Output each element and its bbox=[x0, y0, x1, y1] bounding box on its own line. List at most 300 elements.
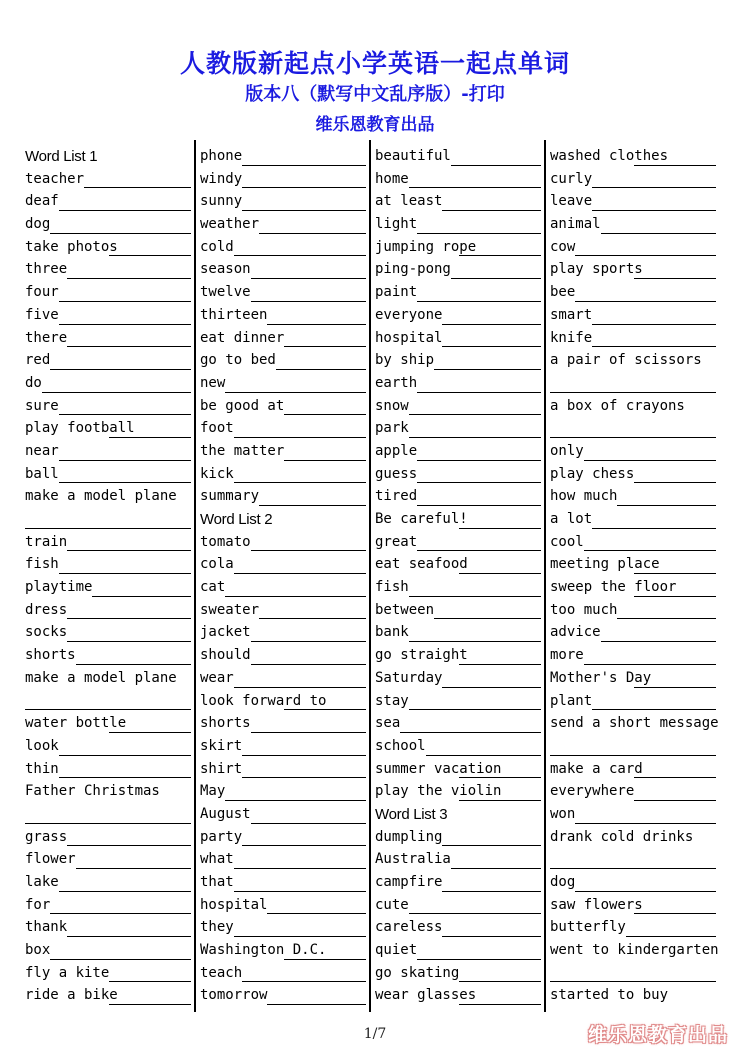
word-row bbox=[200, 645, 368, 668]
word-row bbox=[200, 804, 368, 827]
word-text: teacher bbox=[25, 170, 85, 187]
answer-line bbox=[259, 618, 366, 619]
answer-line bbox=[59, 573, 191, 574]
answer-line bbox=[234, 687, 366, 688]
word-row bbox=[550, 509, 718, 532]
answer-line bbox=[409, 709, 541, 710]
word-text: bee bbox=[550, 284, 576, 301]
word-row bbox=[25, 872, 193, 895]
word-text: sweater bbox=[200, 601, 260, 618]
word-row bbox=[25, 895, 193, 918]
word-text: only bbox=[550, 442, 584, 459]
answer-line bbox=[234, 482, 366, 483]
word-row bbox=[25, 259, 193, 282]
answer-line bbox=[242, 845, 366, 846]
word-text: jumping rope bbox=[375, 238, 477, 255]
word-row bbox=[25, 917, 193, 940]
word-text: careless bbox=[375, 919, 443, 936]
word-text: go to bed bbox=[200, 352, 276, 369]
word-row bbox=[200, 237, 368, 260]
word-text: dog bbox=[550, 874, 576, 890]
answer-line bbox=[225, 800, 366, 801]
word-text: home bbox=[375, 170, 409, 187]
answer-line bbox=[459, 664, 541, 665]
word-row bbox=[200, 917, 368, 940]
answer-line bbox=[284, 346, 366, 347]
word-row bbox=[25, 350, 193, 373]
word-text: thin bbox=[25, 760, 59, 777]
word-row bbox=[200, 691, 368, 714]
answer-line bbox=[242, 981, 366, 982]
answer-line bbox=[409, 596, 541, 597]
word-text: sea bbox=[375, 715, 401, 732]
answer-line bbox=[426, 755, 541, 756]
word-row bbox=[200, 418, 368, 441]
word-text: more bbox=[550, 647, 584, 664]
answer-line bbox=[409, 187, 541, 188]
answer-line bbox=[84, 187, 191, 188]
word-text: sunny bbox=[200, 193, 243, 210]
word-row bbox=[25, 464, 193, 487]
word-row bbox=[550, 169, 718, 192]
answer-line bbox=[234, 437, 366, 438]
word-row bbox=[200, 532, 368, 555]
word-row bbox=[550, 328, 718, 351]
word-text: play sports bbox=[550, 261, 643, 278]
answer-line bbox=[592, 346, 716, 347]
word-row bbox=[25, 963, 193, 986]
answer-line bbox=[67, 346, 191, 347]
word-row bbox=[375, 532, 543, 555]
answer-line bbox=[276, 369, 366, 370]
word-text: fly a kite bbox=[25, 964, 110, 981]
answer-line bbox=[442, 346, 541, 347]
word-text: a pair of scissors bbox=[550, 352, 702, 369]
answer-line bbox=[234, 868, 366, 869]
answer-line bbox=[634, 800, 716, 801]
word-row bbox=[550, 373, 718, 396]
word-row bbox=[25, 418, 193, 441]
answer-line bbox=[459, 981, 541, 982]
answer-line bbox=[409, 913, 541, 914]
answer-line bbox=[251, 732, 366, 733]
word-text: campfire bbox=[375, 874, 443, 890]
word-row bbox=[550, 486, 718, 509]
answer-line bbox=[251, 823, 366, 824]
word-row bbox=[200, 759, 368, 782]
answer-line bbox=[409, 414, 541, 415]
answer-line bbox=[417, 550, 541, 551]
word-text: ball bbox=[25, 465, 59, 482]
answer-line bbox=[76, 664, 191, 665]
word-text: went to kindergarten bbox=[550, 942, 719, 959]
word-text: cold bbox=[200, 238, 234, 255]
page-subtitle: 版本八（默写中文乱序版）-打印 bbox=[245, 84, 505, 105]
word-column-2 bbox=[200, 146, 368, 1008]
word-text: May bbox=[200, 783, 226, 800]
word-text: a lot bbox=[550, 511, 593, 527]
word-row bbox=[200, 713, 368, 736]
answer-line bbox=[584, 550, 716, 551]
word-row bbox=[550, 418, 718, 441]
answer-line bbox=[634, 278, 716, 279]
answer-line bbox=[234, 255, 366, 256]
word-row bbox=[550, 759, 718, 782]
word-text: they bbox=[200, 919, 234, 936]
word-text: near bbox=[25, 442, 59, 459]
word-text: play football bbox=[25, 420, 135, 437]
answer-line bbox=[634, 687, 716, 688]
answer-line bbox=[592, 528, 716, 529]
word-text: go straight bbox=[375, 647, 468, 664]
word-row bbox=[200, 985, 368, 1008]
word-text: lake bbox=[25, 874, 59, 890]
answer-line bbox=[442, 210, 541, 211]
answer-line bbox=[284, 460, 366, 461]
word-text: ride a bike bbox=[25, 987, 118, 1004]
word-row bbox=[25, 486, 193, 509]
word-text: summary bbox=[200, 488, 260, 505]
answer-line bbox=[50, 913, 191, 914]
word-text: phone bbox=[200, 148, 243, 164]
word-text: skirt bbox=[200, 737, 243, 754]
word-row bbox=[375, 691, 543, 714]
word-text: tired bbox=[375, 488, 418, 505]
answer-line bbox=[225, 392, 366, 393]
answer-line bbox=[417, 460, 541, 461]
word-list-heading bbox=[200, 509, 368, 532]
word-row bbox=[550, 214, 718, 237]
word-row bbox=[200, 600, 368, 623]
answer-line bbox=[67, 618, 191, 619]
answer-line bbox=[451, 868, 541, 869]
word-text: drank cold drinks bbox=[550, 828, 694, 845]
answer-line bbox=[267, 913, 366, 914]
word-text: at least bbox=[375, 193, 443, 210]
word-text: hospital bbox=[375, 329, 443, 346]
answer-line bbox=[59, 460, 191, 461]
word-text: teach bbox=[200, 964, 243, 981]
word-text: look bbox=[25, 737, 59, 754]
word-row bbox=[550, 350, 718, 373]
answer-line bbox=[417, 505, 541, 506]
answer-line bbox=[251, 278, 366, 279]
word-row bbox=[550, 827, 718, 850]
word-row bbox=[550, 554, 718, 577]
word-row bbox=[550, 895, 718, 918]
answer-line bbox=[550, 437, 716, 438]
word-row bbox=[375, 396, 543, 419]
answer-line bbox=[634, 573, 716, 574]
word-row bbox=[375, 668, 543, 691]
word-text: shorts bbox=[200, 715, 251, 732]
word-text: eat seafood bbox=[375, 556, 468, 573]
word-text: by ship bbox=[375, 352, 435, 369]
word-row bbox=[375, 486, 543, 509]
word-text: sure bbox=[25, 397, 59, 414]
word-text: twelve bbox=[200, 284, 251, 301]
answer-line bbox=[442, 687, 541, 688]
word-row bbox=[375, 259, 543, 282]
word-text: park bbox=[375, 420, 409, 437]
word-column-3 bbox=[375, 146, 543, 1008]
word-text: socks bbox=[25, 624, 68, 641]
word-row bbox=[375, 373, 543, 396]
answer-line bbox=[601, 233, 716, 234]
word-row bbox=[200, 895, 368, 918]
word-row bbox=[25, 214, 193, 237]
word-list-title: Word List 1 bbox=[25, 148, 98, 165]
word-text: animal bbox=[550, 216, 601, 233]
answer-line bbox=[459, 255, 541, 256]
answer-line bbox=[25, 823, 191, 824]
word-row bbox=[25, 509, 193, 532]
word-row bbox=[25, 373, 193, 396]
word-row bbox=[550, 736, 718, 759]
word-row bbox=[375, 872, 543, 895]
word-row bbox=[25, 305, 193, 328]
word-column-1 bbox=[25, 146, 193, 1008]
word-text: be good at bbox=[200, 397, 285, 414]
word-row bbox=[25, 554, 193, 577]
word-list-title: Word List 2 bbox=[200, 511, 273, 528]
word-text: stay bbox=[375, 692, 409, 709]
word-row bbox=[550, 464, 718, 487]
word-text: new bbox=[200, 374, 226, 391]
word-row bbox=[550, 622, 718, 645]
word-row bbox=[375, 418, 543, 441]
word-row bbox=[200, 781, 368, 804]
answer-line bbox=[267, 324, 366, 325]
word-text: smart bbox=[550, 306, 593, 323]
word-row bbox=[200, 577, 368, 600]
word-row bbox=[550, 237, 718, 260]
word-row bbox=[375, 940, 543, 963]
word-row bbox=[375, 237, 543, 260]
word-text: between bbox=[375, 601, 435, 618]
word-row bbox=[25, 691, 193, 714]
word-row bbox=[200, 259, 368, 282]
answer-line bbox=[251, 664, 366, 665]
answer-line bbox=[584, 664, 716, 665]
word-text: three bbox=[25, 261, 68, 278]
answer-line bbox=[59, 210, 191, 211]
word-text: windy bbox=[200, 170, 243, 187]
answer-line bbox=[67, 641, 191, 642]
word-text: plant bbox=[550, 692, 593, 709]
word-row bbox=[200, 668, 368, 691]
word-row bbox=[25, 781, 193, 804]
answer-line bbox=[626, 936, 716, 937]
answer-line bbox=[225, 596, 366, 597]
answer-line bbox=[601, 641, 716, 642]
publisher-line: 维乐恩教育出品 bbox=[315, 115, 435, 135]
answer-line bbox=[451, 278, 541, 279]
word-text: washed clothes bbox=[550, 148, 669, 164]
word-row bbox=[200, 554, 368, 577]
word-row bbox=[25, 713, 193, 736]
answer-line bbox=[417, 233, 541, 234]
answer-line bbox=[442, 324, 541, 325]
word-row bbox=[375, 191, 543, 214]
answer-line bbox=[634, 165, 716, 166]
word-row bbox=[550, 191, 718, 214]
answer-line bbox=[76, 868, 191, 869]
word-text: there bbox=[25, 329, 68, 346]
word-row bbox=[200, 191, 368, 214]
word-text: play the violin bbox=[375, 783, 502, 800]
page-title: 人教版新起点小学英语一起点单词 bbox=[179, 49, 570, 78]
word-row bbox=[25, 645, 193, 668]
word-text: fish bbox=[375, 579, 409, 596]
word-row bbox=[550, 577, 718, 600]
word-row bbox=[200, 940, 368, 963]
answer-line bbox=[459, 573, 541, 574]
answer-line bbox=[259, 505, 366, 506]
word-text: tomato bbox=[200, 533, 251, 550]
answer-line bbox=[550, 392, 716, 393]
word-text: kick bbox=[200, 465, 234, 482]
word-text: apple bbox=[375, 442, 418, 459]
word-text: Washington D.C. bbox=[200, 942, 327, 959]
word-row bbox=[550, 668, 718, 691]
word-text: quiet bbox=[375, 942, 418, 959]
word-row bbox=[375, 895, 543, 918]
word-row bbox=[375, 600, 543, 623]
word-list-heading bbox=[25, 146, 193, 169]
word-row bbox=[550, 804, 718, 827]
word-text: snow bbox=[375, 397, 409, 414]
answer-line bbox=[575, 255, 716, 256]
word-text: August bbox=[200, 805, 251, 822]
word-row bbox=[375, 328, 543, 351]
answer-line bbox=[284, 709, 366, 710]
answer-line bbox=[434, 369, 541, 370]
answer-line bbox=[550, 755, 716, 756]
word-text: thank bbox=[25, 919, 68, 936]
word-row bbox=[200, 146, 368, 169]
word-row bbox=[25, 396, 193, 419]
word-text: should bbox=[200, 647, 251, 664]
answer-line bbox=[442, 936, 541, 937]
word-text: won bbox=[550, 805, 576, 822]
answer-line bbox=[59, 301, 191, 302]
answer-line bbox=[109, 1004, 191, 1005]
answer-line bbox=[25, 709, 191, 710]
word-row bbox=[550, 441, 718, 464]
word-text: weather bbox=[200, 216, 260, 233]
word-row bbox=[375, 713, 543, 736]
word-text: earth bbox=[375, 374, 418, 391]
answer-line bbox=[234, 573, 366, 574]
answer-line bbox=[67, 845, 191, 846]
word-list-heading bbox=[375, 804, 543, 827]
word-text: summer vacation bbox=[375, 760, 502, 777]
word-text: go skating bbox=[375, 964, 460, 981]
watermark: 维乐恩教育出品 bbox=[587, 1024, 728, 1046]
answer-line bbox=[25, 528, 191, 529]
word-text: make a card bbox=[550, 760, 643, 777]
word-text: Father Christmas bbox=[25, 783, 160, 800]
word-row bbox=[200, 214, 368, 237]
word-text: beautiful bbox=[375, 148, 451, 164]
word-row bbox=[25, 827, 193, 850]
word-row bbox=[200, 486, 368, 509]
word-row bbox=[550, 645, 718, 668]
column-divider bbox=[369, 140, 371, 1012]
answer-line bbox=[442, 891, 541, 892]
word-text: make a model plane bbox=[25, 669, 177, 686]
answer-line bbox=[267, 1004, 366, 1005]
word-row bbox=[550, 849, 718, 872]
word-row bbox=[550, 532, 718, 555]
word-text: shirt bbox=[200, 760, 243, 777]
answer-line bbox=[550, 981, 716, 982]
answer-line bbox=[42, 392, 191, 393]
answer-line bbox=[251, 301, 366, 302]
answer-line bbox=[634, 596, 716, 597]
word-text: a box of crayons bbox=[550, 397, 685, 414]
word-text: school bbox=[375, 737, 426, 754]
word-row bbox=[25, 282, 193, 305]
answer-line bbox=[234, 891, 366, 892]
word-text: train bbox=[25, 533, 68, 550]
word-column-4 bbox=[550, 146, 718, 1008]
answer-line bbox=[459, 1004, 541, 1005]
answer-line bbox=[409, 437, 541, 438]
word-row bbox=[200, 872, 368, 895]
word-list-title: Word List 3 bbox=[375, 805, 448, 823]
answer-line bbox=[67, 278, 191, 279]
word-row bbox=[200, 282, 368, 305]
word-text: tomorrow bbox=[200, 987, 268, 1004]
word-text: cat bbox=[200, 579, 226, 596]
answer-line bbox=[417, 959, 541, 960]
answer-line bbox=[417, 301, 541, 302]
answer-line bbox=[584, 460, 716, 461]
word-text: the matter bbox=[200, 442, 285, 459]
word-row bbox=[200, 849, 368, 872]
answer-line bbox=[575, 823, 716, 824]
word-row bbox=[550, 713, 718, 736]
word-text: party bbox=[200, 828, 243, 845]
word-text: everyone bbox=[375, 306, 443, 323]
word-row bbox=[375, 736, 543, 759]
word-text: curly bbox=[550, 170, 593, 187]
word-row bbox=[25, 532, 193, 555]
word-row bbox=[200, 305, 368, 328]
word-row bbox=[25, 237, 193, 260]
word-text: everywhere bbox=[550, 783, 635, 800]
word-row bbox=[550, 146, 718, 169]
word-text: that bbox=[200, 874, 234, 890]
answer-line bbox=[459, 777, 541, 778]
word-text: for bbox=[25, 896, 51, 913]
answer-line bbox=[400, 732, 541, 733]
word-text: saw flowers bbox=[550, 896, 643, 913]
word-row bbox=[25, 759, 193, 782]
word-row bbox=[200, 350, 368, 373]
word-text: send a short message bbox=[550, 715, 719, 732]
word-text: bank bbox=[375, 624, 409, 641]
word-row bbox=[25, 328, 193, 351]
answer-line bbox=[242, 210, 366, 211]
word-row bbox=[200, 169, 368, 192]
word-row bbox=[25, 668, 193, 691]
answer-line bbox=[575, 891, 716, 892]
word-row bbox=[25, 191, 193, 214]
word-row bbox=[200, 464, 368, 487]
